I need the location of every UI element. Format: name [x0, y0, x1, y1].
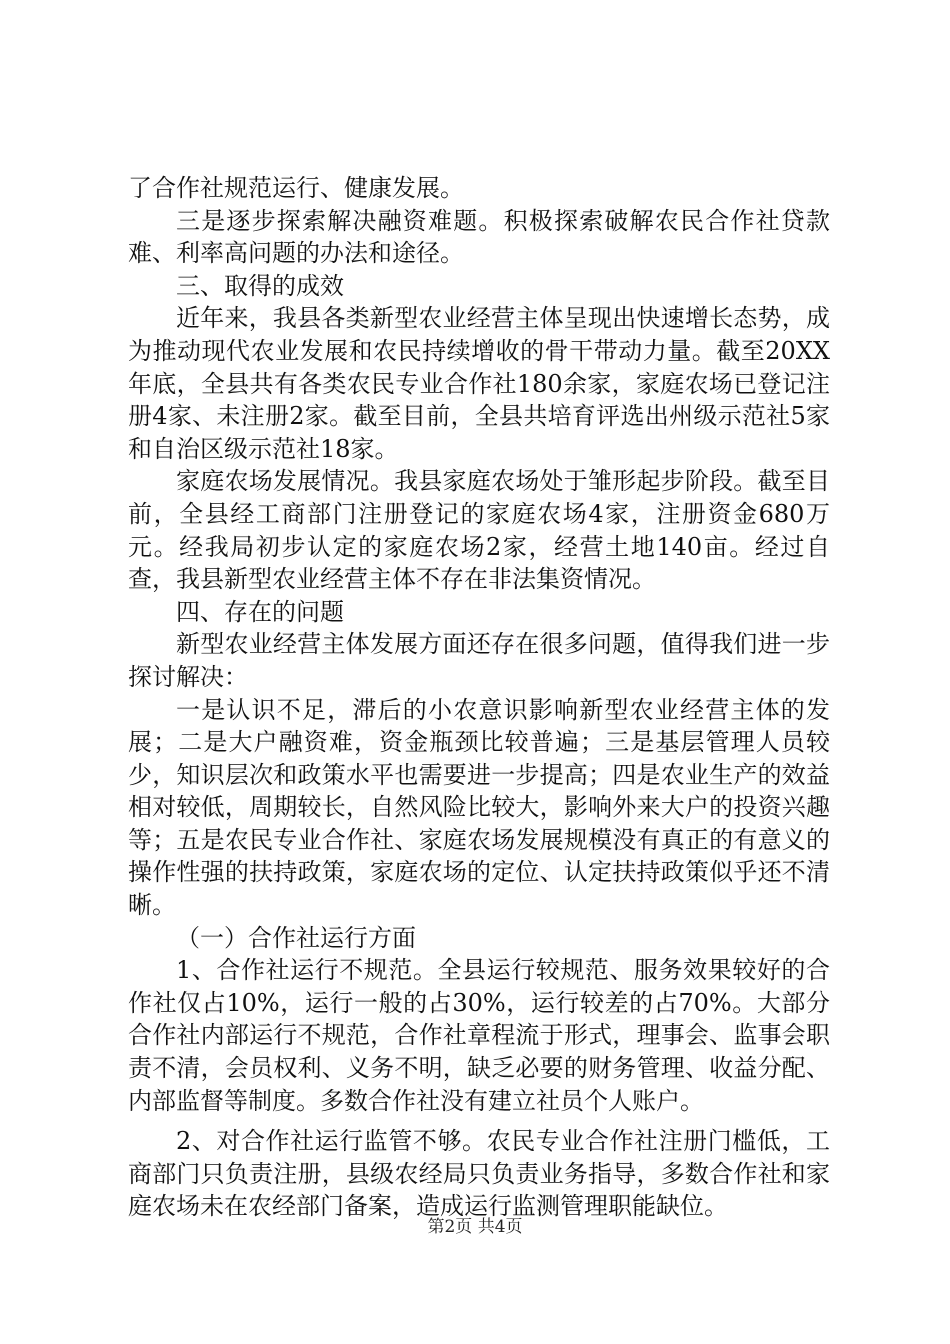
paragraph-recent-years: 近年来，我县各类新型农业经营主体呈现出快速增长态势，成为推动现代农业发展和农民持续增收的骨干带动力量。截至20XX年底，全县共有各类农民专业合作社180余家，家庭农场已登记注册4家、未注册2家。截至目前，全县共培育评选出州级示范社5家和自治区级示范社18家。 — [128, 304, 830, 463]
section-heading-results: 三、取得的成效 — [176, 271, 344, 300]
document-body — [128, 172, 830, 1223]
paragraph-problems-list: 一是认识不足，滞后的小农意识影响新型农业经营主体的发展；二是大户融资难，资金瓶颈比较普遍；三是基层管理人员较少，知识层次和政策水平也需要进一步提高；四是农业生产的效益相对较低，周期较长，自然风险比较大，影响外来大户的投资兴趣等；五是农民专业合作社、家庭农场发展规模没有真正的有意义的操作性强的扶持政策，家庭农场的定位、认定扶持政策似乎还不清晰。 — [128, 695, 830, 920]
paragraph-family-farm: 家庭农场发展情况。我县家庭农场处于雏形起步阶段。截至目前，全县经工商部门注册登记的家庭农场4家，注册资金680万元。经我局初步认定的家庭农场2家，经营土地140亩。经过自查，我县新型农业经营主体不存在非法集资情况。 — [128, 467, 830, 594]
paragraph-item-2: 2、对合作社运行监管不够。农民专业合作社注册门槛低，工商部门只负责注册，县级农经局只负责业务指导，多数合作社和家庭农场未在农经部门备案，造成运行监测管理职能缺位。 — [128, 1127, 830, 1221]
paragraph-financing: 三是逐步探索解决融资难题。积极探索破解农民合作社贷款难、利率高问题的办法和途径。 — [128, 206, 830, 268]
page-footer: 第2页 共4页 — [427, 1217, 523, 1237]
paragraph-problems-intro: 新型农业经营主体发展方面还存在很多问题，值得我们进一步探讨解决： — [128, 630, 830, 691]
paragraph-continuation: 了合作社规范运行、健康发展。 — [128, 174, 464, 202]
paragraph-item-1: 1、合作社运行不规范。全县运行较规范、服务效果较好的合作社仅占10%，运行一般的占30%，运行较差的占70%。大部分合作社内部运行不规范，合作社章程流于形式，理事会、监事会职责不清，会员权利、义务不明，缺乏必要的财务管理、收益分配、内部监督等制度。多数合作社没有建立社员个人账户。 — [128, 956, 830, 1115]
subsection-heading-cooperative: （一）合作社运行方面 — [176, 923, 416, 952]
section-heading-problems: 四、存在的问题 — [176, 597, 344, 626]
